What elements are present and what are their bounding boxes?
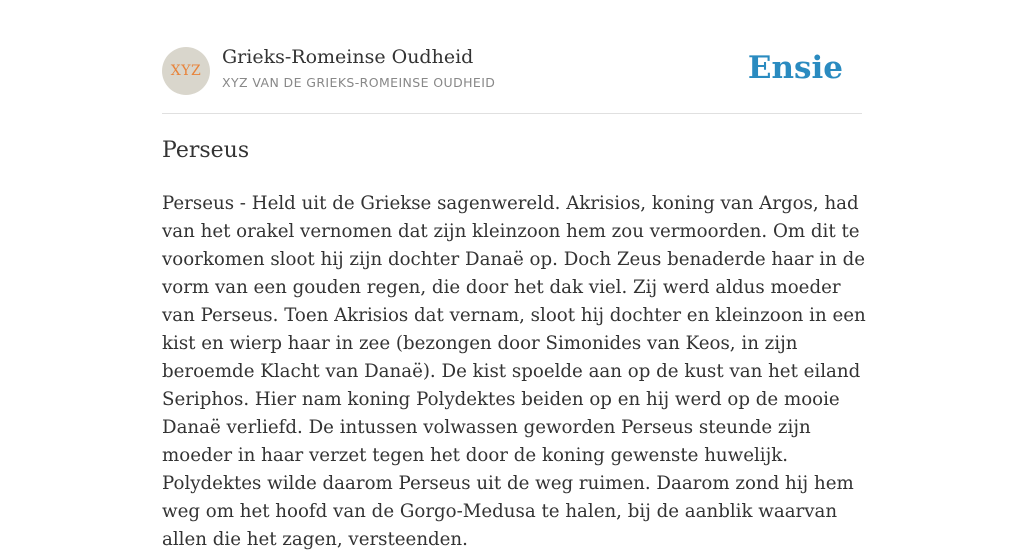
collection-header [162,0,862,114]
brand-logo-link[interactable]: Ensie [747,50,843,86]
avatar-text: XYZ [170,63,202,79]
article-title: Perseus [162,138,250,163]
page-container [162,0,866,550]
article-body: Perseus - Held uit de Griekse sagenwereld. Akrisios, koning van Argos, had van het orakel vernomen dat zijn kleinzoon hem zou vermoorden. Om dit te voorkomen sloot hij zijn dochter Danaë op. Doch Zeus benaderde haar in de vorm van een gouden regen, die door het dak viel. Zij werd aldus moeder van Perseus. Toen Akrisios dat vernam, sloot hij dochter en kleinzoon in een kist en wierp haar in zee (bezongen door Simonides van Keos, in zijn beroemde Klacht van Danaë). De kist spoelde aan op de kust van het eiland Seriphos. Hier nam koning Polydektes beiden op en hij werd op de mooie Danaë verliefd. De intussen volwassen geworden Perseus steunde zijn moeder in haar verzet tegen het door de koning gewenste huwelijk. Polydektes wilde daarom Perseus uit de weg ruimen. Daarom zond hij hem weg om het hoofd van de Gorgo-Medusa te halen, bij de aanblik waarvan allen die het zagen, versteenden. [162,193,866,550]
collection-subtitle: XYZ VAN DE GRIEKS-ROMEINSE OUDHEID [222,75,496,90]
collection-avatar[interactable] [162,47,210,95]
collection-title[interactable]: Grieks-Romeinse Oudheid [222,46,474,68]
